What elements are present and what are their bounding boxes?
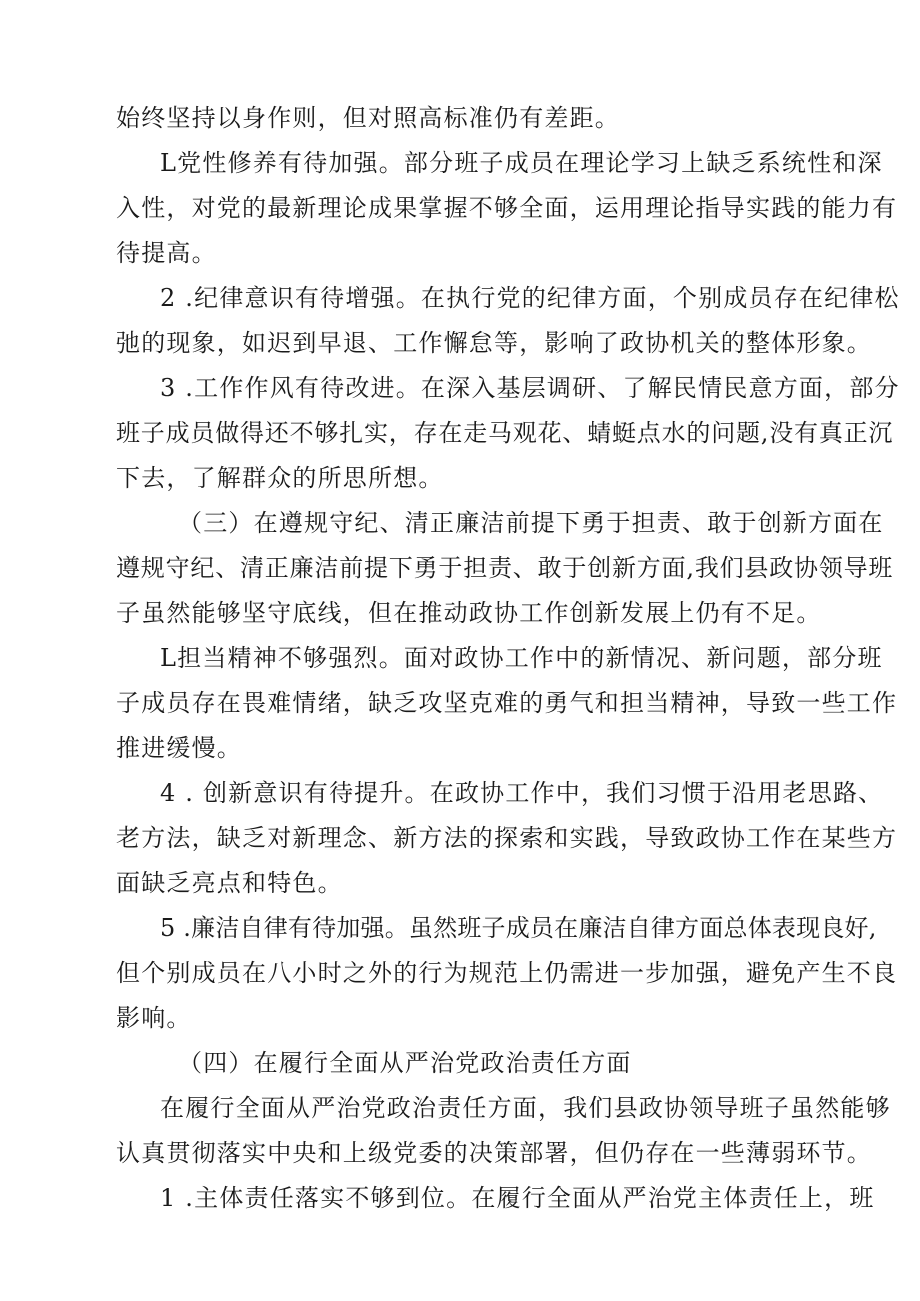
text-line: 影响。: [116, 1004, 192, 1032]
text-line: 1 .主体责任落实不够到位。在履行全面从严治党主体责任上，班: [160, 1184, 875, 1212]
text-line: 2 .纪律意识有待增强。在执行党的纪律方面，个别成员存在纪律松: [160, 284, 900, 312]
text-line: 面缺乏亮点和特色。: [116, 869, 343, 897]
text-line: 下去，了解群众的所思所想。: [116, 464, 444, 492]
text-line: 始终坚持以身作则，但对照高标准仍有差距。: [116, 104, 620, 132]
text-line: 子虽然能够坚守底线，但在推动政协工作创新发展上仍有不足。: [116, 599, 822, 627]
text-line: 认真贯彻落实中央和上级党委的决策部署，但仍存在一些薄弱环节。: [116, 1139, 872, 1167]
text-line: 弛的现象，如迟到早退、工作懈怠等，影响了政协机关的整体形象。: [116, 329, 872, 357]
text-line: 在履行全面从严治党政治责任方面，我们县政协领导班子虽然能够: [160, 1094, 891, 1122]
section-heading: （三）在遵规守纪、清正廉洁前提下勇于担责、敢于创新方面在: [178, 509, 884, 537]
text-line: 3 .工作作风有待改进。在深入基层调研、了解民情民意方面，部分: [160, 374, 900, 402]
text-line: 子成员存在畏难情绪，缺乏攻坚克难的勇气和担当精神，导致一些工作: [116, 689, 898, 717]
text-line: L党性修养有待加强。部分班子成员在理论学习上缺乏系统性和深: [160, 149, 883, 177]
text-line: 入性，对党的最新理论成果掌握不够全面，运用理论指导实践的能力有: [116, 194, 898, 222]
section-heading: （四）在履行全面从严治党政治责任方面: [178, 1049, 632, 1077]
text-line: 推进缓慢。: [116, 734, 242, 762]
text-line: 老方法，缺乏对新理念、新方法的探索和实践，导致政协工作在某些方: [116, 824, 898, 852]
text-line: 遵规守纪、清正廉洁前提下勇于担责、敢于创新方面,我们县政协领导班: [116, 554, 894, 582]
text-line: 班子成员做得还不够扎实，存在走马观花、蜻蜓点水的问题,没有真正沉: [116, 419, 894, 447]
text-line: 5 .廉洁自律有待加强。虽然班子成员在廉洁自律方面总体表现良好,: [160, 914, 877, 942]
text-line: 待提高。: [116, 239, 217, 267]
text-line: 但个别成员在八小时之外的行为规范上仍需进一步加强，避免产生不良: [116, 959, 898, 987]
text-line: 4 . 创新意识有待提升。在政协工作中，我们习惯于沿用老思路、: [160, 779, 884, 807]
text-line: L担当精神不够强烈。面对政协工作中的新情况、新问题，部分班: [160, 644, 883, 672]
